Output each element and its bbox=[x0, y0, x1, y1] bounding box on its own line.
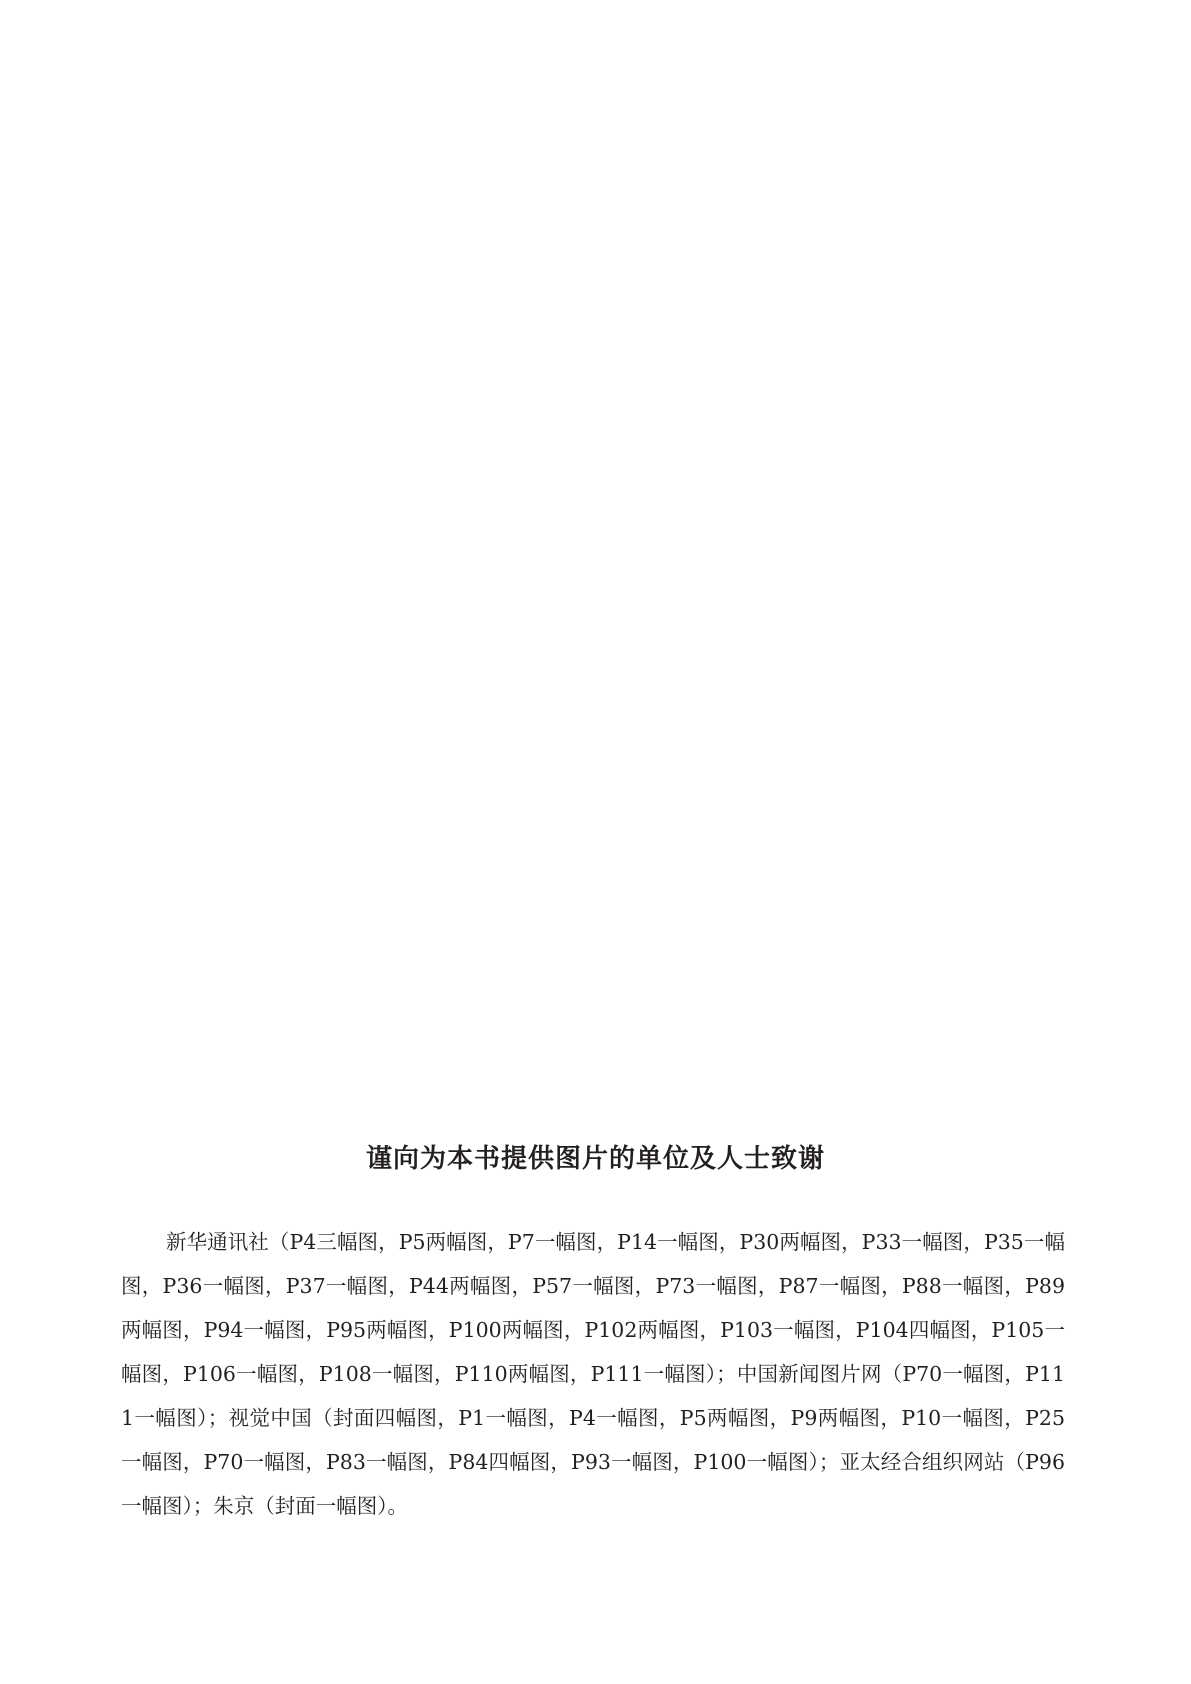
page-title: 谨向为本书提供图片的单位及人士致谢 bbox=[365, 1144, 825, 1174]
acknowledgement-paragraph: 新华通讯社（P4三幅图，P5两幅图，P7一幅图，P14一幅图，P30两幅图，P33一幅图，P35一幅图，P36一幅图，P37一幅图，P44两幅图，P57一幅图，P73一幅图，P87一幅图，P88一幅图，P89两幅图，P94一幅图，P95两幅图，P100两幅图，P102两幅图，P103一幅图，P104四幅图，P105一幅图，P106一幅图，P108一幅图，P110两幅图，P111一幅图）；中国新闻图片网（P70一幅图，P111一幅图）；视觉中国（封面四幅图，P1一幅图，P4一幅图，P5两幅图，P9两幅图，P10一幅图，P25一幅图，P70一幅图，P83一幅图，P84四幅图，P93一幅图，P100一幅图）；亚太经合组织网站（P96一幅图）；朱京（封面一幅图）。 bbox=[121, 1230, 1065, 1518]
